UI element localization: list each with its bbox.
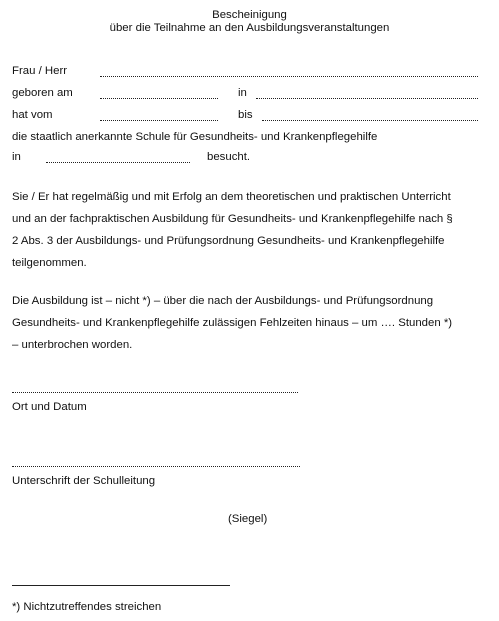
footnote-text: *) Nichtzutreffendes streichen xyxy=(12,601,162,613)
school-text: die staatlich anerkannte Schule für Gesundheits- und Krankenpflegehilfe xyxy=(12,131,378,143)
paragraph-line: 2 Abs. 3 der Ausbildungs- und Prüfungsordnung Gesundheits- und Krankenpflegehilfe xyxy=(12,235,445,247)
paragraph-line: und an der fachpraktischen Ausbildung für Gesundheits- und Krankenpflegehilfe nach § xyxy=(12,213,453,225)
name-label: Frau / Herr xyxy=(12,65,68,77)
paragraph-line: Sie / Er hat regelmäßig und mit Erfolg an dem theoretischen und praktischen Unterricht xyxy=(12,191,451,203)
birth-date-field[interactable] xyxy=(100,98,218,99)
place-date-field[interactable] xyxy=(12,392,298,393)
place-date-label: Ort und Datum xyxy=(12,401,87,413)
seal-label: (Siegel) xyxy=(228,513,268,525)
school-location-field[interactable] xyxy=(46,162,190,163)
birth-place-label: in xyxy=(238,87,247,99)
from-date-field[interactable] xyxy=(100,120,218,121)
to-label: bis xyxy=(238,109,253,121)
school-head-signature-label: Unterschrift der Schulleitung xyxy=(12,475,156,487)
school-head-signature-field[interactable] xyxy=(12,466,300,467)
document-title: Bescheinigung xyxy=(212,9,287,21)
from-label: hat vom xyxy=(12,109,53,121)
absence-paragraph xyxy=(12,290,490,356)
paragraph-line: Die Ausbildung ist – nicht *) – über die nach der Ausbildungs- und Prüfungsordnung xyxy=(12,295,434,307)
born-label: geboren am xyxy=(12,87,73,99)
school-location-label: in xyxy=(12,151,21,163)
attended-label: besucht. xyxy=(207,151,251,163)
paragraph-line: teilgenommen. xyxy=(12,257,87,269)
paragraph-line: – unterbrochen worden. xyxy=(12,339,133,351)
birth-place-field[interactable] xyxy=(256,98,478,99)
paragraph-line: Gesundheits- und Krankenpflegehilfe zulässigen Fehlzeiten hinaus – um …. Stunden *) xyxy=(12,317,453,329)
attendance-paragraph xyxy=(12,186,490,274)
document-subtitle: über die Teilnahme an den Ausbildungsveranstaltungen xyxy=(109,22,390,34)
footnote-divider xyxy=(12,585,230,586)
name-field[interactable] xyxy=(100,76,478,77)
to-date-field[interactable] xyxy=(262,120,478,121)
